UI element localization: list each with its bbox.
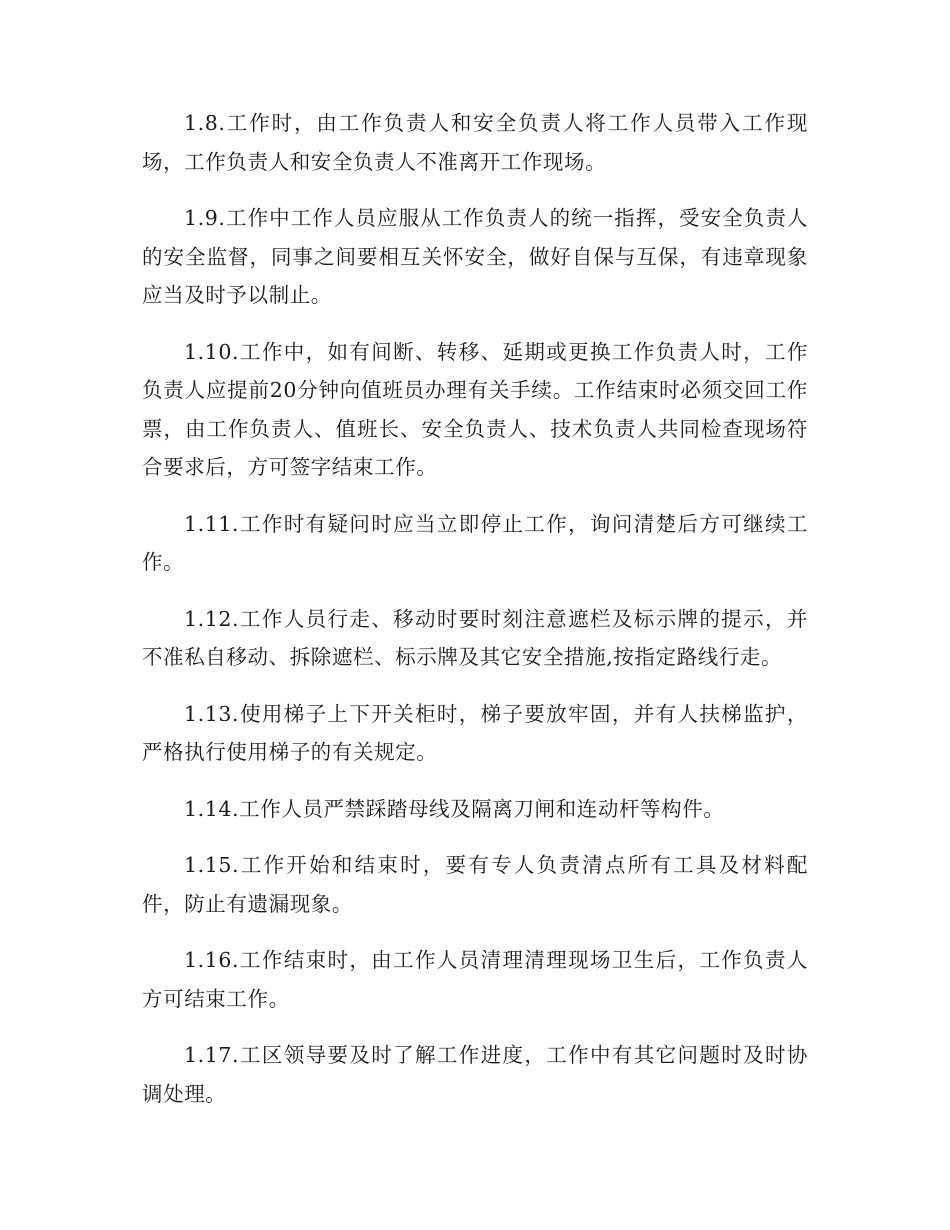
paragraph-1-8: 1.8.工作时，由工作负责人和安全负责人将工作人员带入工作现场，工作负责人和安全负责人不准离开工作现场。	[142, 111, 808, 174]
paragraph-1-16: 1.16.工作结束时，由工作人员清理清理现场卫生后，工作负责人方可结束工作。	[142, 948, 808, 1011]
paragraph-1-15: 1.15.工作开始和结束时，要有专人负责清点所有工具及材料配件，防止有遗漏现象。	[142, 853, 808, 916]
paragraph-1-12: 1.12.工作人员行走、移动时要时刻注意遮栏及标示牌的提示，并不准私自移动、拆除遮栏、标示牌及其它安全措施,按指定路线行走。	[142, 606, 808, 669]
paragraph-1-11: 1.11.工作时有疑问时应当立即停止工作，询问清楚后方可继续工作。	[142, 511, 808, 574]
paragraph-1-10: 1.10.工作中，如有间断、转移、延期或更换工作负责人时，工作负责人应提前20分钟向值班员办理有关手续。工作结束时必须交回工作票，由工作负责人、值班长、安全负责人、技术负责人共同检查现场符合要求后，方可签字结束工作。	[142, 339, 808, 479]
document-body	[142, 104, 808, 1131]
paragraph-1-9: 1.9.工作中工作人员应服从工作负责人的统一指挥，受安全负责人的安全监督，同事之间要相互关怀安全，做好自保与互保，有违章现象应当及时予以制止。	[142, 206, 808, 307]
paragraph-1-17: 1.17.工区领导要及时了解工作进度，工作中有其它问题时及时协调处理。	[142, 1043, 808, 1106]
paragraph-1-13: 1.13.使用梯子上下开关柜时，梯子要放牢固，并有人扶梯监护，严格执行使用梯子的有关规定。	[142, 701, 808, 764]
paragraph-1-14: 1.14.工作人员严禁踩踏母线及隔离刀闸和连动杆等构件。	[184, 796, 725, 821]
